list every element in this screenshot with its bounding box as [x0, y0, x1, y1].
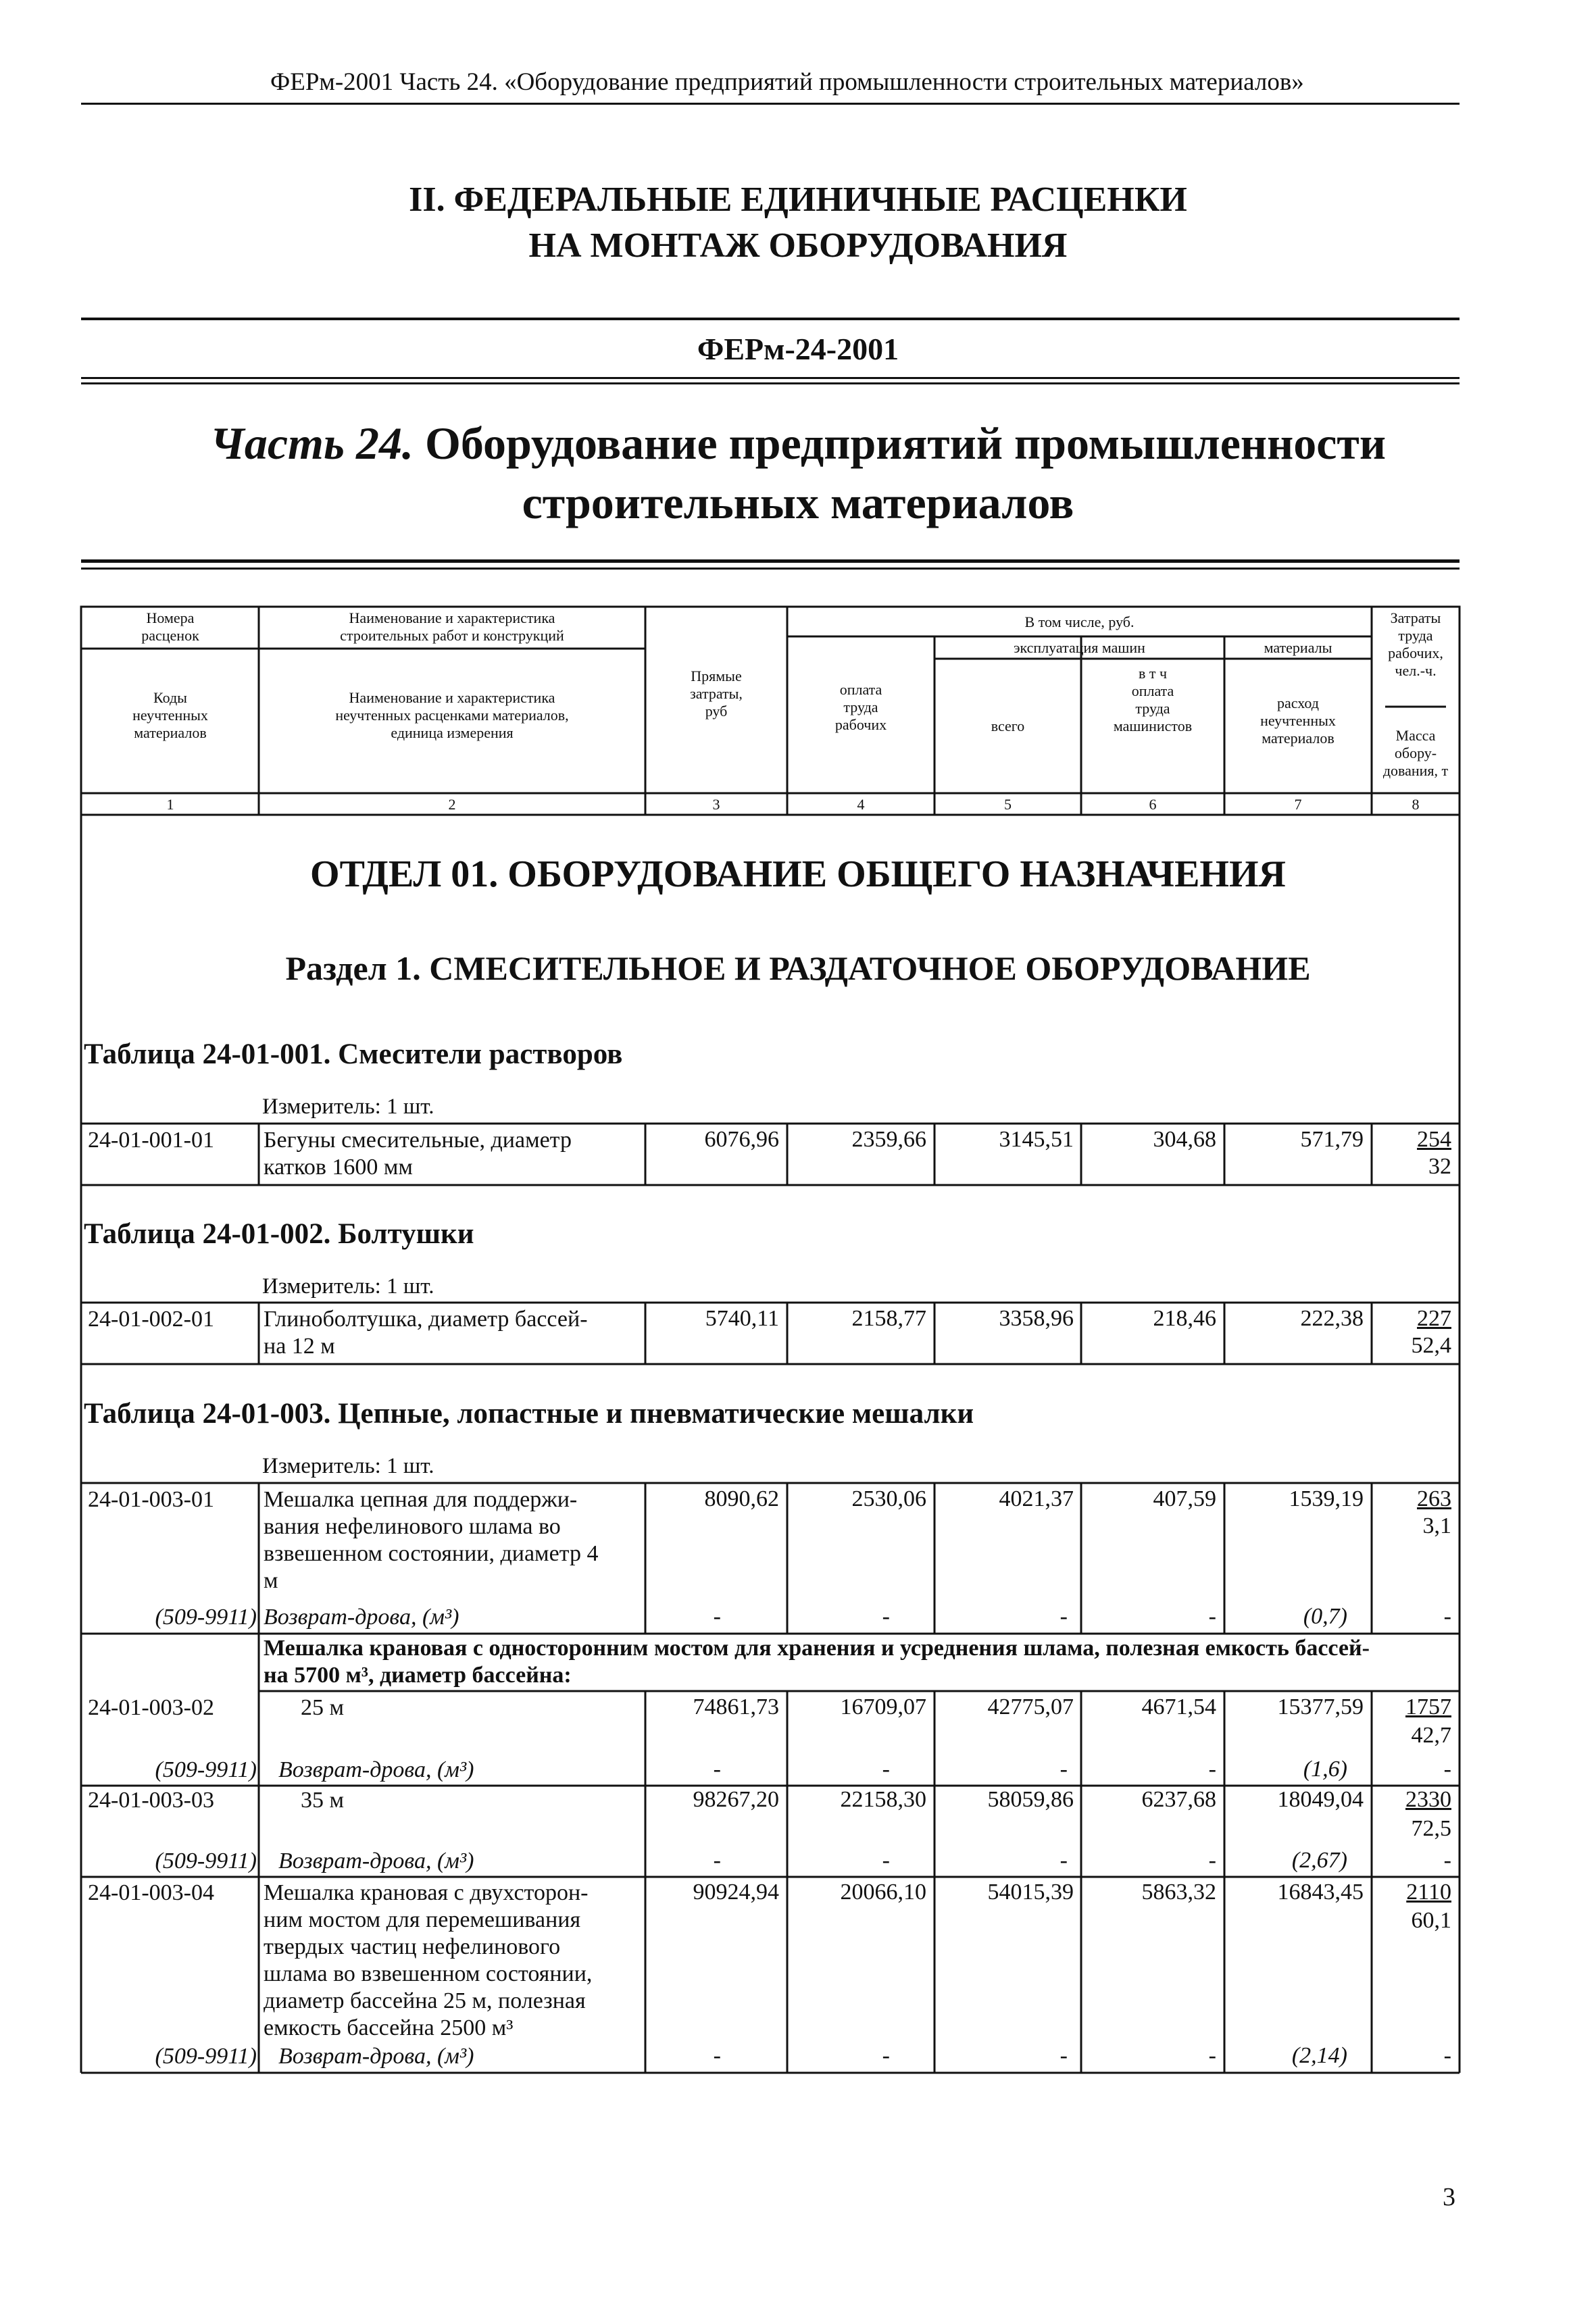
- col6-header: [1082, 665, 1223, 735]
- material-cost: 15377,59: [1277, 1694, 1364, 1719]
- labor-hours-value: 1757: [1405, 1694, 1451, 1719]
- material-name: Возврат-дрова, (м³): [278, 2044, 474, 2069]
- rate-code: 24-01-001-01: [88, 1128, 214, 1153]
- material-cost: 571,79: [1300, 1127, 1364, 1152]
- material-quantity: (2,67): [1291, 1848, 1347, 1873]
- equipment-mass: 52,4: [1411, 1333, 1451, 1358]
- direct-cost: 74861,73: [693, 1694, 779, 1719]
- section-title: Раздел 1. СМЕСИТЕЛЬНОЕ И РАЗДАТОЧНОЕ ОБОРУДОВАНИЕ: [285, 949, 1311, 987]
- col-number: 1: [166, 796, 174, 813]
- col-number: 6: [1149, 796, 1157, 813]
- col6-line: оплата: [1131, 682, 1174, 699]
- col8-top-line: труда: [1398, 627, 1433, 644]
- rate-name-line: взвешенном состоянии, диаметр 4: [264, 1541, 599, 1566]
- rate-name-line: твердых частиц нефелинового: [264, 1934, 561, 1959]
- dash: -: [1059, 1604, 1068, 1629]
- section-heading-line-2: НА МОНТАЖ ОБОРУДОВАНИЯ: [528, 226, 1068, 265]
- materials-header: материалы: [1264, 639, 1332, 656]
- rate-name-line: диаметр бассейна 25 м, полезная: [264, 1988, 586, 2013]
- material-cost: 18049,04: [1277, 1787, 1364, 1812]
- dash: -: [882, 2043, 890, 2068]
- col2-bottom-line: единица измерения: [391, 724, 514, 741]
- material-quantity: (0,7): [1303, 1604, 1347, 1629]
- col3-header: [647, 668, 786, 720]
- department-title: ОТДЕЛ 01. ОБОРУДОВАНИЕ ОБЩЕГО НАЗНАЧЕНИЯ: [310, 853, 1286, 895]
- rate-name-line: Мешалка цепная для поддержи-: [264, 1487, 578, 1512]
- col7-header: [1226, 695, 1370, 747]
- col7-line: расход: [1277, 695, 1319, 711]
- col4-line: оплата: [839, 681, 882, 698]
- rate-name-line: емкость бассейна 2500 м³: [264, 2015, 514, 2040]
- labor-hours: [1373, 1880, 1451, 1905]
- labor-hours-value: 227: [1417, 1306, 1451, 1331]
- labor-hours: [1373, 1127, 1451, 1153]
- table-title: Таблица 24-01-001. Смесители растворов: [84, 1038, 623, 1070]
- material-cost: 222,38: [1300, 1306, 1364, 1331]
- material-code: (509-9911): [155, 1757, 257, 1782]
- document-code: ФЕРм-24-2001: [697, 332, 899, 366]
- machine-labor-cost: 5863,32: [1141, 1880, 1216, 1905]
- rate-code: 24-01-003-02: [88, 1695, 214, 1720]
- col1-top-line: Номера: [146, 609, 195, 626]
- dash: -: [882, 1604, 890, 1629]
- col6-line: машинистов: [1113, 718, 1193, 734]
- material-code: (509-9911): [155, 1848, 257, 1873]
- col2-top-line: Наименование и характеристика: [349, 609, 555, 626]
- col-number: 5: [1004, 796, 1012, 813]
- labor-hours: [1373, 1486, 1451, 1512]
- rate-name-line: Бегуны смесительные, диаметр: [264, 1128, 572, 1153]
- col3-line: Прямые: [691, 668, 742, 684]
- direct-cost: 5740,11: [705, 1306, 779, 1331]
- equipment-mass: 32: [1428, 1154, 1451, 1179]
- machine-cost: 3358,96: [999, 1306, 1074, 1331]
- col6-line: в т ч: [1138, 665, 1168, 682]
- labor-cost: 2530,06: [851, 1486, 926, 1511]
- col6-line: труда: [1135, 700, 1170, 717]
- machine-labor-cost: 407,59: [1153, 1486, 1216, 1511]
- rate-name-line: на 12 м: [264, 1334, 335, 1359]
- dash: -: [713, 1604, 721, 1629]
- machine-cost: 42775,07: [987, 1694, 1074, 1719]
- labor-hours-value: 2110: [1406, 1880, 1451, 1905]
- rate-name: [264, 1127, 642, 1181]
- dash: -: [713, 1848, 721, 1873]
- dash: -: [882, 1757, 890, 1782]
- running-header: ФЕРм-2001 Часть 24. «Оборудование предприятий промышленности строительных материалов»: [270, 68, 1304, 96]
- rate-name-line: шлама во взвешенном состоянии,: [264, 1961, 593, 1986]
- dash: -: [1059, 1757, 1068, 1782]
- col2-bottom-line: Наименование и характеристика: [349, 689, 555, 706]
- dash: -: [1443, 1848, 1451, 1873]
- labor-hours-value: 2330: [1405, 1787, 1451, 1812]
- col8-top: [1373, 609, 1458, 680]
- col2-bottom-line: неучтенных расценками материалов,: [335, 707, 569, 724]
- direct-cost: 8090,62: [704, 1486, 779, 1511]
- rate-name: [264, 1486, 642, 1594]
- material-name: Возврат-дрова, (м³): [278, 1757, 474, 1782]
- rate-code: 24-01-003-04: [88, 1880, 214, 1905]
- rate-name-line: катков 1600 мм: [264, 1155, 413, 1180]
- col5-header: всего: [991, 718, 1025, 734]
- dash: -: [1208, 1757, 1216, 1782]
- machine-labor-cost: 218,46: [1153, 1306, 1216, 1331]
- labor-cost: 16709,07: [840, 1694, 926, 1719]
- dash: -: [1208, 2043, 1216, 2068]
- col4-header: [789, 681, 933, 734]
- rate-name-line: ним мостом для перемешивания: [264, 1907, 581, 1932]
- material-quantity: (2,14): [1291, 2043, 1347, 2068]
- machines-header: эксплуатация машин: [1014, 639, 1145, 656]
- unit-of-measure: Измеритель: 1 шт.: [262, 1095, 434, 1119]
- rate-name-line: вания нефелинового шлама во: [264, 1514, 561, 1539]
- rate-name: [264, 1306, 642, 1360]
- col-number: 4: [857, 796, 865, 813]
- rate-name-line: Глиноболтушка, диаметр бассей-: [264, 1307, 588, 1332]
- dash: -: [713, 1757, 721, 1782]
- direct-cost: 90924,94: [693, 1880, 779, 1905]
- col8-bottom: [1373, 727, 1458, 780]
- col1-bottom-line: материалов: [134, 724, 207, 741]
- including-header: В том числе, руб.: [1024, 613, 1134, 630]
- col3-line: затраты,: [690, 685, 743, 702]
- unit-of-measure: Измеритель: 1 шт.: [262, 1454, 434, 1478]
- col4-line: рабочих: [834, 716, 887, 733]
- col-number: 7: [1294, 796, 1302, 813]
- table-title: Таблица 24-01-002. Болтушки: [84, 1218, 474, 1250]
- dash: -: [1208, 1848, 1216, 1873]
- rate-code: 24-01-002-01: [88, 1307, 214, 1332]
- col8-bottom-line: Масса обору-: [1394, 727, 1437, 761]
- material-code: (509-9911): [155, 1605, 257, 1630]
- col7-line: неучтенных: [1260, 712, 1336, 729]
- direct-cost: 6076,96: [704, 1127, 779, 1152]
- machine-cost: 4021,37: [999, 1486, 1074, 1511]
- rate-name: 25 м: [301, 1695, 345, 1720]
- col1-bottom-line: неучтенных: [132, 707, 208, 724]
- col1-top: [82, 609, 258, 645]
- labor-hours: [1373, 1306, 1451, 1332]
- machine-cost: 58059,86: [987, 1787, 1074, 1812]
- labor-cost: 2158,77: [851, 1306, 926, 1331]
- table-title: Таблица 24-01-003. Цепные, лопастные и пневматические мешалки: [84, 1398, 974, 1430]
- equipment-mass: 42,7: [1411, 1723, 1451, 1748]
- material-name: Возврат-дрова, (м³): [264, 1605, 459, 1630]
- dash: -: [1443, 1757, 1451, 1782]
- col1-bottom: [82, 689, 258, 742]
- col8-top-line: Затраты: [1390, 609, 1441, 626]
- part-title-text-1: Оборудование предприятий промышленности: [425, 418, 1387, 469]
- col1-top-line: расценок: [141, 627, 199, 644]
- col8-top-line: рабочих,: [1388, 645, 1443, 661]
- unit-of-measure: Измеритель: 1 шт.: [262, 1274, 434, 1299]
- group-heading-line: Мешалка крановая с односторонним мостом для хранения и усреднения шлама, полезная емкость бассей-: [264, 1636, 1370, 1661]
- rate-name-line: м: [264, 1568, 278, 1593]
- dash: -: [1208, 1604, 1216, 1629]
- col3-line: руб: [705, 703, 728, 720]
- col7-line: материалов: [1262, 730, 1335, 747]
- machine-labor-cost: 4671,54: [1141, 1694, 1216, 1719]
- part-label: Часть 24.: [209, 418, 414, 469]
- machine-labor-cost: 304,68: [1153, 1127, 1216, 1152]
- material-quantity: (1,6): [1303, 1757, 1347, 1782]
- material-name: Возврат-дрова, (м³): [278, 1848, 474, 1873]
- equipment-mass: 3,1: [1422, 1513, 1451, 1538]
- col-number: 2: [448, 796, 456, 813]
- machine-cost: 54015,39: [987, 1880, 1074, 1905]
- section-heading-line-1: II. ФЕДЕРАЛЬНЫЕ ЕДИНИЧНЫЕ РАСЦЕНКИ: [409, 180, 1187, 219]
- dash: -: [1059, 1848, 1068, 1873]
- equipment-mass: 72,5: [1411, 1816, 1451, 1841]
- dash: -: [1059, 2043, 1068, 2068]
- rate-code: 24-01-003-03: [88, 1788, 214, 1813]
- labor-cost: 22158,30: [840, 1787, 926, 1812]
- labor-hours-value: 263: [1417, 1486, 1451, 1511]
- material-cost: 1539,19: [1289, 1486, 1364, 1511]
- dash: -: [1443, 1604, 1451, 1629]
- direct-cost: 98267,20: [693, 1787, 779, 1812]
- material-code: (509-9911): [155, 2044, 257, 2069]
- dash: -: [713, 2043, 721, 2068]
- col2-top-line: строительных работ и конструкций: [340, 627, 564, 644]
- equipment-mass: 60,1: [1411, 1908, 1451, 1933]
- rate-name: [264, 1880, 642, 2042]
- material-cost: 16843,45: [1277, 1880, 1364, 1905]
- page-number: 3: [1443, 2183, 1455, 2211]
- col2-bottom: [260, 689, 644, 742]
- labor-cost: 2359,66: [851, 1127, 926, 1152]
- col1-bottom-line: Коды: [153, 689, 187, 706]
- rate-code: 24-01-003-01: [88, 1487, 214, 1512]
- col2-top: [260, 609, 644, 645]
- machine-cost: 3145,51: [999, 1127, 1074, 1152]
- labor-cost: 20066,10: [840, 1880, 926, 1905]
- col-number: 8: [1412, 796, 1420, 813]
- col8-top-line: чел.-ч.: [1395, 662, 1437, 679]
- group-heading: [264, 1635, 1456, 1689]
- rate-name: 35 м: [301, 1788, 345, 1813]
- labor-hours: [1373, 1694, 1451, 1720]
- labor-hours: [1373, 1787, 1451, 1813]
- dash: -: [1443, 2043, 1451, 2068]
- machine-labor-cost: 6237,68: [1141, 1787, 1216, 1812]
- col8-bottom-line: дования, т: [1382, 762, 1449, 779]
- labor-hours-value: 254: [1417, 1127, 1451, 1152]
- rate-name-line: Мешалка крановая с двухсторон-: [264, 1880, 589, 1905]
- part-title-line-2: строительных материалов: [522, 477, 1074, 528]
- group-heading-line: на 5700 м³, диаметр бассейна:: [264, 1663, 572, 1688]
- col-number: 3: [712, 796, 720, 813]
- dash: -: [882, 1848, 890, 1873]
- col4-line: труда: [843, 699, 878, 715]
